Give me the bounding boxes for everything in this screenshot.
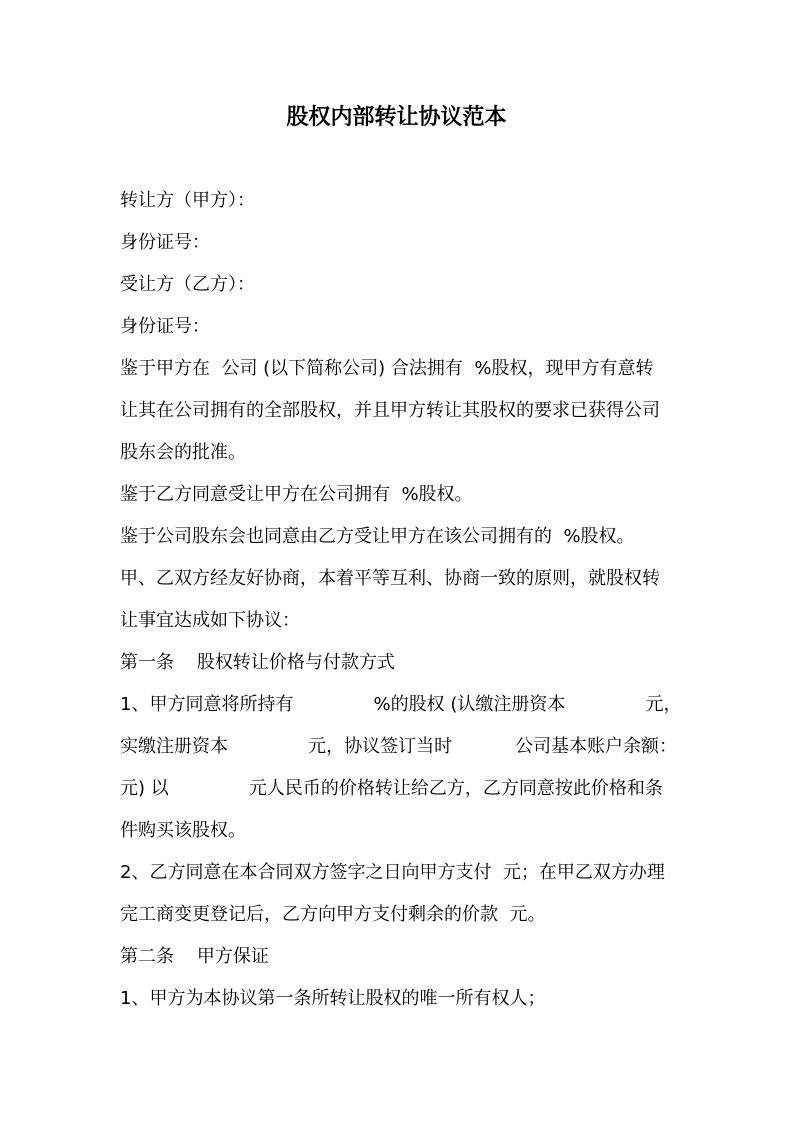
text-line-transferee: 受让方（乙方）： xyxy=(120,274,255,295)
text-line-recital-3: 鉴于公司股东会也同意由乙方受让甲方在该公司拥有的 %股权。 xyxy=(120,526,635,547)
text-line-article-1-clause-2b: 完工商变更登记后，乙方向甲方支付剩余的价款 元。 xyxy=(120,904,546,925)
text-line-article-1-clause-1d: 件购买该股权。 xyxy=(120,820,246,841)
document-body xyxy=(120,180,682,1020)
text-line-article-2-clause-1: 1、甲方为本协议第一条所转让股权的唯一所有权人； xyxy=(120,988,546,1009)
article-1-heading: 第一条 股权转让价格与付款方式 xyxy=(120,652,395,673)
text-line-id-number-2: 身份证号： xyxy=(120,316,210,337)
text-line-article-1-clause-1b: 实缴注册资本 元，协议签订当时 公司基本账户余额： xyxy=(120,736,678,757)
text-line-article-1-clause-2a: 2、乙方同意在本合同双方签字之日向甲方支付 元；在甲乙双方办理 xyxy=(120,862,665,883)
article-2-heading: 第二条 甲方保证 xyxy=(120,946,269,967)
text-line-recital-1c: 股东会的批准。 xyxy=(120,442,246,463)
document-title: 股权内部转让协议范本 xyxy=(286,105,507,130)
text-line-id-number-1: 身份证号： xyxy=(120,232,210,253)
text-line-preamble-b: 让事宜达成如下协议： xyxy=(120,610,300,631)
text-line-article-1-clause-1c: 元) 以 元人民币的价格转让给乙方，乙方同意按此价格和条 xyxy=(120,778,663,799)
text-line-preamble-a: 甲、乙双方经友好协商，本着平等互利、协商一致的原则，就股权转 xyxy=(120,568,660,589)
text-line-transferor: 转让方（甲方）： xyxy=(120,190,255,211)
text-line-recital-1a: 鉴于甲方在 公司 (以下简称公司) 合法拥有 %股权，现甲方有意转 xyxy=(120,358,654,379)
text-line-recital-1b: 让其在公司拥有的全部股权，并且甲方转让其股权的要求已获得公司 xyxy=(120,400,660,421)
text-line-recital-2: 鉴于乙方同意受让甲方在公司拥有 %股权。 xyxy=(120,484,473,505)
text-line-article-1-clause-1a: 1、甲方同意将所持有 %的股权 (认缴注册资本 元， xyxy=(120,694,682,715)
